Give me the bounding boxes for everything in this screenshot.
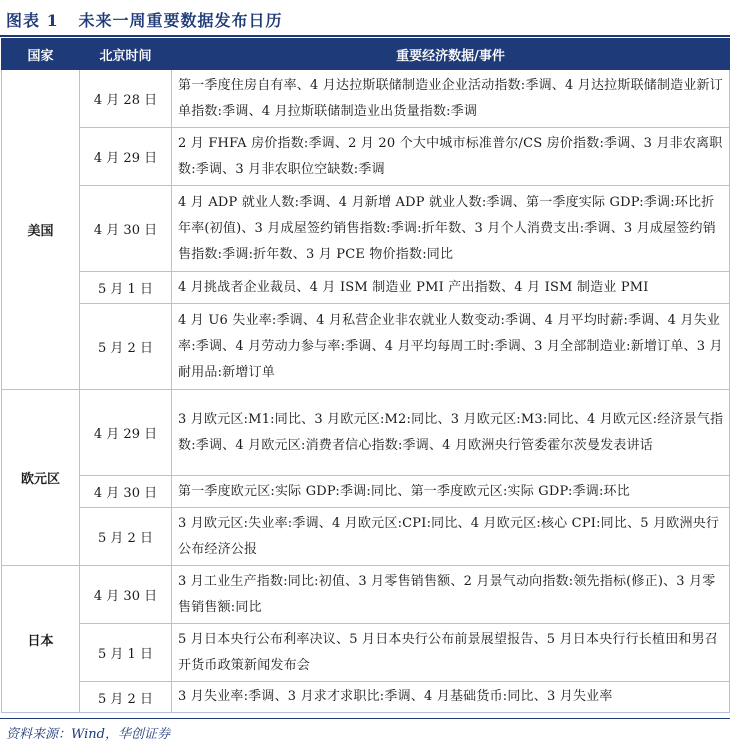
event-cell: 3 月工业生产指数:同比:初值、3 月零售销售额、2 月景气动向指数:领先指标(修正)、3 月零售销售额:同比 <box>172 566 730 624</box>
event-cell: 3 月欧元区:M1:同比、3 月欧元区:M2:同比、3 月欧元区:M3:同比、4 月欧元区:经济景气指数:季调、4 月欧元区:消费者信心指数:季调、4 月欧洲央行管委霍尔茨曼发表讲话 <box>172 390 730 476</box>
event-cell: 5 月日本央行公布利率决议、5 月日本央行公布前景展望报告、5 月日本央行行长植田和男召开货币政策新闻发布会 <box>172 624 730 682</box>
table-row <box>2 272 730 304</box>
table-row <box>2 682 730 713</box>
calendar-table <box>1 38 730 713</box>
date-cell: 5 月 1 日 <box>80 272 172 304</box>
figure-label: 图表 1 <box>6 11 59 30</box>
date-cell: 5 月 1 日 <box>80 624 172 682</box>
table-row <box>2 128 730 186</box>
header-country: 国家 <box>2 39 80 70</box>
event-cell: 4 月挑战者企业裁员、4 月 ISM 制造业 PMI 产出指数、4 月 ISM 制造业 PMI <box>172 272 730 304</box>
date-cell: 5 月 2 日 <box>80 508 172 566</box>
date-cell: 4 月 30 日 <box>80 186 172 272</box>
date-cell: 4 月 29 日 <box>80 390 172 476</box>
source-note: 资料来源：Wind，华创证券 <box>6 727 170 742</box>
table-row <box>2 476 730 508</box>
event-cell: 2 月 FHFA 房价指数:季调、2 月 20 个大中城市标准普尔/CS 房价指数:季调、3 月非农离职数:季调、3 月非农职位空缺数:季调 <box>172 128 730 186</box>
table-row <box>2 70 730 128</box>
date-cell: 4 月 30 日 <box>80 476 172 508</box>
event-cell: 4 月 U6 失业率:季调、4 月私营企业非农就业人数变动:季调、4 月平均时薪:季调、4 月失业率:季调、4 月劳动力参与率:季调、4 月平均每周工时:季调、3 月全部制造业:新增订单、3 月耐用品:新增订单 <box>172 304 730 390</box>
table-row <box>2 304 730 390</box>
title-rule <box>0 35 730 37</box>
event-cell: 3 月失业率:季调、3 月求才求职比:季调、4 月基础货币:同比、3 月失业率 <box>172 682 730 713</box>
figure-title <box>6 8 282 31</box>
table-row <box>2 390 730 476</box>
figure-caption: 未来一周重要数据发布日历 <box>78 11 283 30</box>
event-cell: 3 月欧元区:失业率:季调、4 月欧元区:CPI:同比、4 月欧元区:核心 CPI:同比、5 月欧洲央行公布经济公报 <box>172 508 730 566</box>
country-cell-euro: 欧元区 <box>2 390 80 566</box>
table-row <box>2 624 730 682</box>
table-row <box>2 566 730 624</box>
header-time: 北京时间 <box>80 39 172 70</box>
date-cell: 5 月 2 日 <box>80 304 172 390</box>
country-cell-us: 美国 <box>2 70 80 390</box>
event-cell: 4 月 ADP 就业人数:季调、4 月新增 ADP 就业人数:季调、第一季度实际 GDP:季调:环比折年率(初值)、3 月成屋签约销售指数:季调:折年数、3 月个人消费支出:季调、3 月成屋签约销售指数:季调:折年数、3 月 PCE 物价指数:同比 <box>172 186 730 272</box>
date-cell: 5 月 2 日 <box>80 682 172 713</box>
date-cell: 4 月 28 日 <box>80 70 172 128</box>
date-cell: 4 月 30 日 <box>80 566 172 624</box>
date-cell: 4 月 29 日 <box>80 128 172 186</box>
footer-rule <box>0 718 730 719</box>
country-cell-japan: 日本 <box>2 566 80 713</box>
table-row <box>2 186 730 272</box>
header-row <box>2 39 730 70</box>
table-row <box>2 508 730 566</box>
event-cell: 第一季度住房自有率、4 月达拉斯联储制造业企业活动指数:季调、4 月达拉斯联储制造业新订单指数:季调、4 月拉斯联储制造业出货量指数:季调 <box>172 70 730 128</box>
event-cell: 第一季度欧元区:实际 GDP:季调:同比、第一季度欧元区:实际 GDP:季调:环比 <box>172 476 730 508</box>
figure-title-bar <box>0 0 730 38</box>
header-event: 重要经济数据/事件 <box>172 39 730 70</box>
